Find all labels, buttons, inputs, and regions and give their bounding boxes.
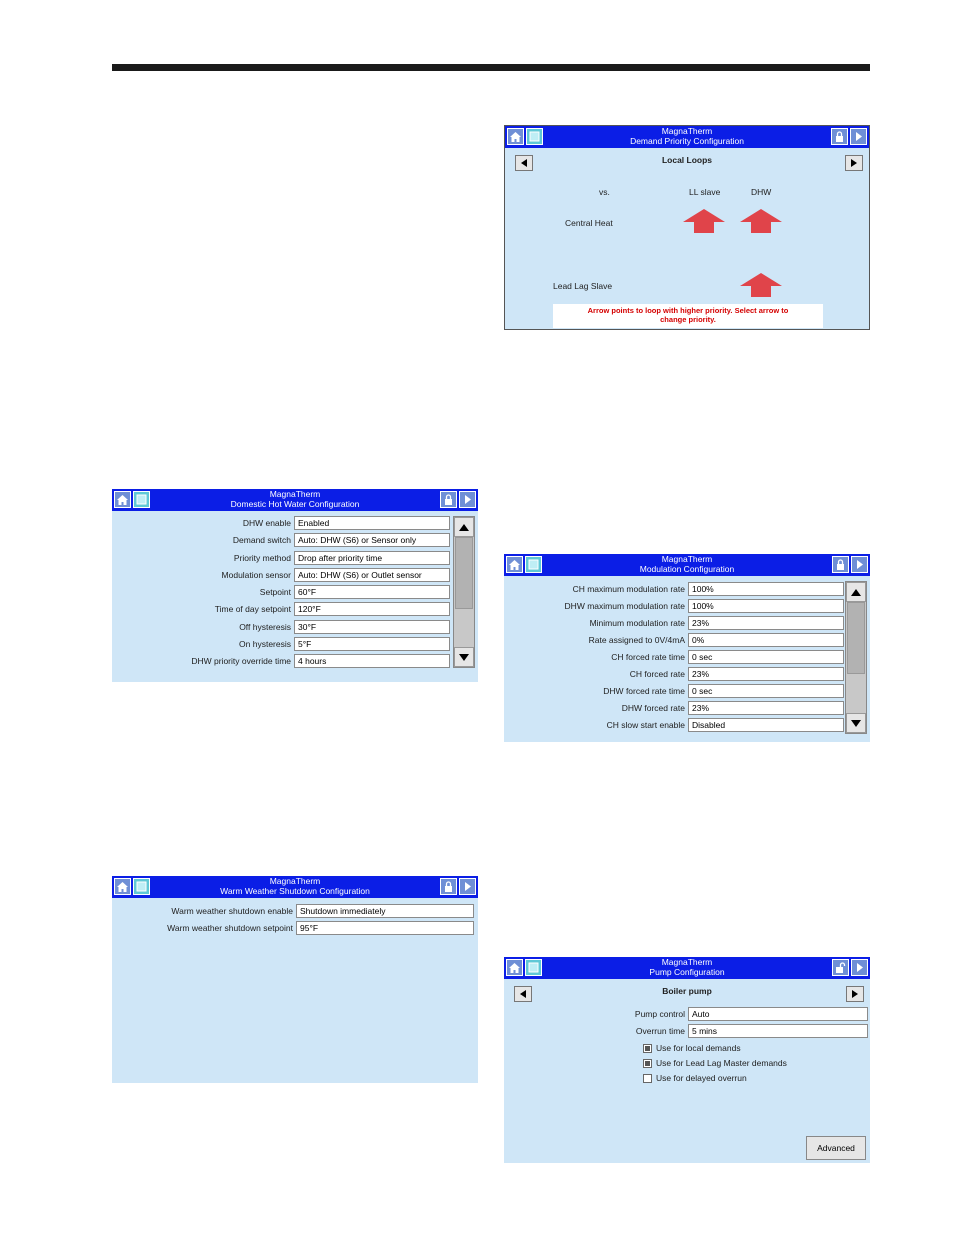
unlock-icon [835,962,846,974]
loop-heading: Local Loops [661,155,713,165]
setting-label: Demand switch [232,535,291,546]
setting-value[interactable]: 23% [688,667,844,681]
setting-value[interactable]: 5°F [294,637,450,651]
setting-label: DHW maximum modulation rate [564,601,685,611]
triangle-up-icon [851,589,861,596]
next-screen-button[interactable] [459,878,476,895]
setting-value[interactable]: 4 hours [294,654,450,668]
lock-button[interactable] [832,556,849,573]
checkbox[interactable] [643,1059,652,1068]
priority-arrow-ch-vs-ll[interactable] [683,209,725,233]
column-dhw: DHW [751,187,772,197]
checkbox-label: Use for local demands [656,1043,741,1053]
scrollbar[interactable] [453,516,475,668]
setting-label: Pump control [634,1009,685,1019]
lock-icon [834,131,845,143]
setting-label: DHW enable [242,518,291,528]
page-header-rule [112,64,870,71]
next-loop-button[interactable] [845,155,863,171]
checkbox[interactable] [643,1074,652,1083]
setting-label: Rate assigned to 0V/4mA [588,635,685,645]
lock-button[interactable] [440,878,457,895]
setting-label: Setpoint [259,587,291,598]
setting-value[interactable]: 100% [688,599,844,613]
priority-hint: Arrow points to loop with higher priority. Select arrow to change priority. [553,304,823,328]
scroll-up-button[interactable] [846,582,866,602]
setting-value[interactable]: Disabled [688,718,844,732]
setting-value[interactable]: Auto [688,1007,868,1021]
priority-arrow-ch-vs-dhw[interactable] [740,209,782,233]
screen-title: MagnaTherm Warm Weather Shutdown Configuration [220,876,370,896]
setting-value[interactable]: 0% [688,633,844,647]
setting-label: Modulation sensor [221,569,291,580]
wws-config-screen [112,876,478,1083]
setting-label: On hysteresis [239,639,291,650]
setting-value[interactable]: Auto: DHW (S6) or Outlet sensor [294,568,450,582]
arrow-right-icon [854,962,865,973]
arrow-right-icon [854,559,865,570]
scroll-down-button[interactable] [846,713,866,733]
setting-label: DHW forced rate time [603,686,685,696]
screen-title: MagnaTherm Demand Priority Configuration [630,126,744,146]
screen-title: MagnaTherm Modulation Configuration [639,554,735,574]
lock-icon [835,559,846,571]
setting-value[interactable]: Drop after priority time [294,551,450,565]
scroll-thumb[interactable] [847,602,865,674]
setting-value[interactable]: 120°F [294,602,450,616]
checkbox-label: Use for delayed overrun [656,1073,747,1083]
setting-value[interactable]: 23% [688,701,844,715]
setting-value[interactable]: 0 sec [688,650,844,664]
setting-label: CH forced rate time [611,652,685,662]
scroll-thumb[interactable] [455,537,473,609]
arrow-right-icon [462,881,473,892]
setting-label: CH forced rate [629,669,685,679]
setting-label: Time of day setpoint [214,604,291,615]
setting-label: Warm weather shutdown enable [171,906,293,916]
row-lead-lag-slave: Lead Lag Slave [553,281,613,291]
next-screen-button[interactable] [851,959,868,976]
triangle-right-icon [850,989,860,999]
column-vs: vs. [599,187,610,197]
setting-value[interactable]: 0 sec [688,684,844,698]
screen-title: MagnaTherm Domestic Hot Water Configuration [230,489,360,509]
lock-icon [443,881,454,893]
demand-priority-screen [504,125,870,330]
modulation-config-screen [504,554,870,742]
setting-label: DHW forced rate [621,703,685,713]
setting-value[interactable]: Auto: DHW (S6) or Sensor only [294,533,450,547]
arrow-right-icon [462,494,473,505]
title-bar [505,126,869,148]
setting-value[interactable]: 30°F [294,620,450,634]
lock-icon [443,494,454,506]
setting-value[interactable]: 23% [688,616,844,630]
unlock-button[interactable] [832,959,849,976]
lock-button[interactable] [831,128,848,145]
checkbox-lead-lag-master[interactable] [643,1058,787,1068]
setting-label: Minimum modulation rate [589,618,685,628]
setting-label: Overrun time [635,1026,685,1037]
screen-title: MagnaTherm Pump Configuration [649,957,725,977]
triangle-right-icon [849,158,859,168]
pump-config-screen [504,957,870,1163]
setting-value[interactable]: Shutdown immediately [296,904,474,918]
setting-label: CH maximum modulation rate [572,584,685,594]
setting-label: DHW priority override time [191,656,291,667]
setting-label: Priority method [233,552,291,563]
triangle-down-icon [851,720,861,727]
checkbox-label: Use for Lead Lag Master demands [656,1058,787,1068]
title-bar [112,876,478,898]
next-screen-button[interactable] [459,491,476,508]
setting-value[interactable]: Enabled [294,516,450,530]
next-screen-button[interactable] [850,128,867,145]
priority-arrow-ll-vs-dhw[interactable] [740,273,782,297]
scrollbar[interactable] [845,581,867,734]
checkbox[interactable] [643,1044,652,1053]
scroll-up-button[interactable] [454,517,474,537]
triangle-up-icon [459,524,469,531]
title-bar [504,554,870,576]
setting-value[interactable]: 60°F [294,585,450,599]
arrow-right-icon [853,131,864,142]
title-bar [504,957,870,979]
row-central-heat: Central Heat [565,218,613,228]
setting-label: Off hysteresis [239,621,291,632]
next-pump-button[interactable] [846,986,864,1002]
setting-label: Warm weather shutdown setpoint [167,923,293,934]
triangle-down-icon [459,654,469,661]
setting-value[interactable]: 100% [688,582,844,596]
pump-heading: Boiler pump [662,986,712,996]
scroll-down-button[interactable] [454,647,474,667]
next-screen-button[interactable] [851,556,868,573]
advanced-button[interactable]: Advanced [806,1136,866,1160]
setting-value[interactable]: 95°F [296,921,474,935]
title-bar [112,489,478,511]
column-ll-slave: LL slave [689,187,721,197]
lock-button[interactable] [440,491,457,508]
setting-label: CH slow start enable [606,720,685,730]
checkbox-local-demands[interactable] [643,1043,741,1053]
checkbox-delayed-overrun[interactable] [643,1073,747,1083]
dhw-config-screen [112,489,478,682]
setting-value[interactable]: 5 mins [688,1024,868,1038]
